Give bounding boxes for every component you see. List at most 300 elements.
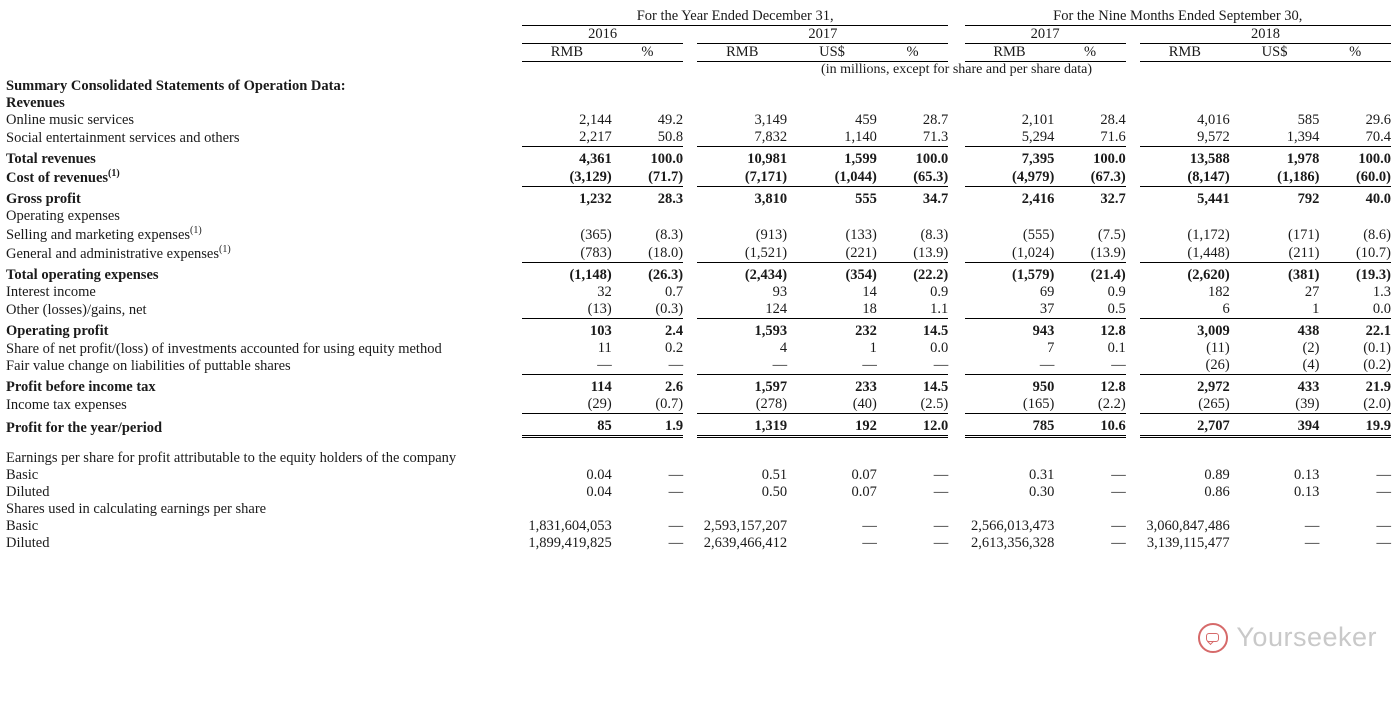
table-cell: 1 xyxy=(869,340,877,357)
row-label: Basic xyxy=(6,518,39,535)
cell-gap xyxy=(508,484,522,501)
financial-table xyxy=(6,8,1391,552)
table-row xyxy=(6,112,1391,129)
cell-gap xyxy=(1126,450,1140,467)
table-cell: (278) xyxy=(755,396,788,413)
table-cell: 0.86 xyxy=(1204,484,1230,501)
cell-gap xyxy=(1126,95,1140,112)
table-cell: (7,171) xyxy=(744,169,788,186)
row-label: Gross profit xyxy=(6,191,81,208)
table-row xyxy=(6,151,1391,168)
table-cell xyxy=(612,95,683,112)
table-cell: 28.3 xyxy=(657,191,684,208)
table-cell: (0.3) xyxy=(655,301,684,318)
table-cell: 0.9 xyxy=(930,284,949,301)
table-cell: 1,978 xyxy=(1286,151,1320,167)
row-label: Basic xyxy=(6,467,39,484)
cell-gap xyxy=(508,95,522,112)
table-cell: 0.30 xyxy=(1028,484,1055,501)
spacer-row xyxy=(6,442,1391,450)
cell-gap xyxy=(508,225,522,244)
table-cell: 459 xyxy=(855,112,877,128)
table-cell: 3,810 xyxy=(754,191,788,208)
table-cell: — xyxy=(668,357,684,374)
row-label: General and administrative expenses$^{(1)}$ xyxy=(6,244,231,262)
table-cell: 37 xyxy=(1039,301,1055,318)
table-cell: (0.1) xyxy=(1363,340,1391,357)
table-cell: (3,129) xyxy=(569,169,612,186)
table-cell: 0.1 xyxy=(1107,340,1126,357)
table-cell: 3,009 xyxy=(1197,323,1230,340)
cell-gap xyxy=(683,340,697,357)
cell-gap xyxy=(1126,191,1140,208)
table-cell: 4 xyxy=(779,340,788,357)
table-cell xyxy=(787,208,877,225)
table-cell: 12.8 xyxy=(1100,379,1126,396)
table-cell: (40) xyxy=(852,396,877,413)
cell-gap xyxy=(683,518,697,535)
table-cell: 14.5 xyxy=(922,379,949,396)
table-cell: (2,620) xyxy=(1187,267,1230,284)
header-year-2017-annual: 2017 xyxy=(697,26,948,44)
cell-gap xyxy=(948,267,964,284)
table-cell: (4,979) xyxy=(1012,169,1055,186)
wechat-icon xyxy=(1198,623,1228,653)
table-cell: — xyxy=(1111,357,1126,374)
table-cell: (1,172) xyxy=(1187,227,1230,244)
cell-empty xyxy=(612,78,683,95)
table-cell: — xyxy=(862,518,877,535)
table-cell: (2.2) xyxy=(1097,396,1126,413)
table-cell: (10.7) xyxy=(1355,245,1391,262)
table-cell: 1,597 xyxy=(754,379,788,396)
table-cell: 1.3 xyxy=(1372,284,1391,301)
table-cell: 49.2 xyxy=(657,112,684,128)
cell-empty xyxy=(1126,78,1140,95)
cell-empty xyxy=(1140,78,1230,95)
table-cell: 12.8 xyxy=(1100,323,1126,340)
header-spacer xyxy=(683,44,697,62)
table-cell: 0.0 xyxy=(1372,301,1391,318)
cell-gap xyxy=(508,518,522,535)
table-cell: 2,217 xyxy=(579,129,612,145)
table-row xyxy=(6,518,1391,535)
cell-gap xyxy=(1126,501,1140,518)
table-cell: 1 xyxy=(1312,301,1320,318)
table-cell: (265) xyxy=(1198,396,1230,413)
table-cell xyxy=(1054,450,1125,467)
table-cell: 100.0 xyxy=(1358,151,1391,167)
table-cell: 2,613,356,328 xyxy=(970,535,1055,552)
row-label: Profit before income tax xyxy=(6,379,156,396)
cell-gap xyxy=(683,208,697,225)
cell-gap xyxy=(1126,357,1140,375)
cell-gap xyxy=(948,501,964,518)
table-row xyxy=(6,467,1391,484)
table-cell: — xyxy=(668,484,684,501)
header-spacer xyxy=(948,44,964,62)
table-cell: 10.6 xyxy=(1100,418,1126,435)
row-label: Online music services xyxy=(6,112,135,128)
cell-gap xyxy=(1126,379,1140,396)
table-cell: 3,149 xyxy=(754,112,788,128)
table-cell: (65.3) xyxy=(913,169,949,186)
table-cell: — xyxy=(862,535,877,552)
table-cell xyxy=(965,208,1055,225)
table-cell: 182 xyxy=(1207,284,1230,301)
table-cell xyxy=(877,208,948,225)
table-cell: (211) xyxy=(1288,245,1320,262)
table-cell: 1,319 xyxy=(754,418,788,435)
table-row xyxy=(6,357,1391,375)
cell-gap xyxy=(948,535,964,552)
table-cell: 0.5 xyxy=(1107,301,1126,318)
cell-gap xyxy=(508,151,522,168)
table-row xyxy=(6,225,1391,244)
header-group-left: For the Year Ended December 31, xyxy=(522,8,948,26)
cell-gap xyxy=(1126,284,1140,301)
table-cell: — xyxy=(1111,535,1126,552)
table-cell: 69 xyxy=(1039,284,1055,301)
cell-gap xyxy=(1126,129,1140,147)
table-cell: 12.0 xyxy=(922,418,949,435)
cell-gap xyxy=(508,168,522,187)
cell-gap xyxy=(508,191,522,208)
table-cell: 114 xyxy=(590,379,612,396)
table-cell: 433 xyxy=(1297,379,1320,396)
header-spacer xyxy=(1126,26,1140,44)
cell-gap xyxy=(683,151,697,168)
cell-gap xyxy=(508,323,522,340)
table-cell xyxy=(1140,501,1230,518)
table-cell: (4) xyxy=(1302,357,1320,374)
cell-gap xyxy=(1126,208,1140,225)
table-cell: — xyxy=(933,484,949,501)
table-cell: (171) xyxy=(1288,227,1320,244)
table-cell: 28.7 xyxy=(922,112,949,128)
table-cell xyxy=(1230,95,1320,112)
cell-gap xyxy=(508,112,522,129)
cell-gap xyxy=(948,151,964,168)
table-cell: 0.04 xyxy=(586,484,612,501)
table-cell: (60.0) xyxy=(1355,169,1391,186)
header-currency-5: RMB xyxy=(965,44,1055,62)
row-label: Other (losses)/gains, net xyxy=(6,301,147,318)
cell-gap xyxy=(948,168,964,187)
cell-gap xyxy=(683,284,697,301)
table-cell: (8.3) xyxy=(655,227,684,244)
table-cell: 28.4 xyxy=(1100,112,1126,128)
header-year-2018: 2018 xyxy=(1140,26,1391,44)
table-cell: — xyxy=(1376,518,1391,535)
cell-gap xyxy=(508,467,522,484)
watermark xyxy=(1198,622,1377,653)
table-cell xyxy=(1230,501,1320,518)
table-cell: — xyxy=(933,535,949,552)
cell-gap xyxy=(948,191,964,208)
cell-gap xyxy=(683,95,697,112)
table-cell: 5,441 xyxy=(1197,191,1230,208)
table-cell: 70.4 xyxy=(1365,129,1391,145)
table-cell: 0.0 xyxy=(930,340,949,357)
cell-gap xyxy=(948,301,964,319)
table-cell: (71.7) xyxy=(648,169,684,186)
table-cell xyxy=(612,450,683,467)
table-cell: 13,588 xyxy=(1189,151,1230,167)
table-cell: 2,639,466,412 xyxy=(703,535,788,552)
header-currency-2: RMB xyxy=(697,44,787,62)
row-label: Total operating expenses xyxy=(6,267,159,284)
row-label: Earnings per share for profit attributable to the equity holders of the company xyxy=(6,450,457,467)
table-cell: (0.2) xyxy=(1363,357,1391,374)
table-cell: 32.7 xyxy=(1100,191,1126,208)
table-cell: 1,599 xyxy=(844,151,877,167)
table-cell: 11 xyxy=(597,340,612,357)
cell-gap xyxy=(948,284,964,301)
row-label: Operating expenses xyxy=(6,208,120,225)
cell-gap xyxy=(948,112,964,129)
document-page xyxy=(0,8,1399,705)
table-cell: (19.3) xyxy=(1355,267,1391,284)
table-cell: (2,434) xyxy=(744,267,788,284)
table-cell: 2,707 xyxy=(1197,418,1230,435)
table-cell: (365) xyxy=(580,227,612,244)
table-cell: 7,395 xyxy=(1021,151,1055,167)
row-label: Total revenues xyxy=(6,151,96,167)
header-spacer xyxy=(683,26,697,44)
table-cell xyxy=(787,450,877,467)
table-cell xyxy=(965,501,1055,518)
table-cell: (354) xyxy=(845,267,877,284)
table-cell: 27 xyxy=(1304,284,1320,301)
table-cell xyxy=(1054,208,1125,225)
cell-gap xyxy=(683,379,697,396)
cell-gap xyxy=(948,225,964,244)
table-cell: 93 xyxy=(772,284,788,301)
cell-gap xyxy=(1126,112,1140,129)
table-cell: 5,294 xyxy=(1021,129,1055,145)
table-cell: 585 xyxy=(1297,112,1320,128)
table-cell: 4,016 xyxy=(1197,112,1230,128)
table-cell: — xyxy=(772,357,788,374)
table-cell: 555 xyxy=(855,191,877,208)
table-row xyxy=(6,95,1391,112)
table-cell: (22.2) xyxy=(913,267,949,284)
header-spacer xyxy=(948,26,964,44)
table-cell xyxy=(1140,208,1230,225)
cell-gap xyxy=(683,535,697,552)
cell-gap xyxy=(508,418,522,437)
table-cell: 14 xyxy=(862,284,877,301)
table-cell: (7.5) xyxy=(1097,227,1126,244)
cell-gap xyxy=(683,112,697,129)
table-cell xyxy=(697,450,787,467)
table-cell: 50.8 xyxy=(657,129,684,145)
table-cell: — xyxy=(1039,357,1055,374)
table-cell: 438 xyxy=(1297,323,1320,340)
table-cell: (13) xyxy=(587,301,612,318)
table-cell xyxy=(697,208,787,225)
table-cell: — xyxy=(1111,467,1126,484)
cell-gap xyxy=(508,208,522,225)
table-cell: (26) xyxy=(1205,357,1230,374)
table-cell: (11) xyxy=(1206,340,1230,357)
table-cell: — xyxy=(1111,484,1126,501)
table-cell: (1,186) xyxy=(1277,169,1320,186)
table-cell: 34.7 xyxy=(922,191,949,208)
header-currency-7: RMB xyxy=(1140,44,1230,62)
table-cell: 950 xyxy=(1032,379,1055,396)
table-cell xyxy=(697,501,787,518)
table-cell xyxy=(877,450,948,467)
cell-gap xyxy=(1126,396,1140,414)
table-cell: — xyxy=(933,467,949,484)
table-cell: — xyxy=(933,357,949,374)
cell-gap xyxy=(948,323,964,340)
cell-gap xyxy=(508,450,522,467)
table-cell: 1,593 xyxy=(754,323,788,340)
cell-gap xyxy=(683,418,697,437)
cell-empty xyxy=(508,78,522,95)
table-row xyxy=(6,244,1391,263)
row-label: Shares used in calculating earnings per share xyxy=(6,501,267,518)
table-cell xyxy=(1319,450,1391,467)
table-cell xyxy=(522,95,612,112)
cell-gap xyxy=(683,301,697,319)
row-label: Diluted xyxy=(6,484,50,501)
cell-empty xyxy=(697,78,787,95)
header-spacer xyxy=(6,8,508,26)
table-cell: — xyxy=(1376,467,1391,484)
table-cell: (2.0) xyxy=(1363,396,1391,413)
cell-gap xyxy=(683,484,697,501)
table-cell: 10,981 xyxy=(747,151,788,167)
row-label: Share of net profit/(loss) of investments accounted for using equity method xyxy=(6,340,442,357)
table-cell: 22.1 xyxy=(1365,323,1391,340)
table-cell xyxy=(1140,450,1230,467)
cell-gap xyxy=(948,418,964,437)
table-cell: 18 xyxy=(862,301,877,318)
header-units-row xyxy=(6,62,1391,79)
table-cell: 1.1 xyxy=(930,301,949,318)
cell-gap xyxy=(1126,518,1140,535)
header-year-2016: 2016 xyxy=(522,26,683,44)
header-currency-3: US$ xyxy=(787,44,877,62)
table-cell xyxy=(1230,208,1320,225)
header-spacer xyxy=(6,44,508,62)
table-row xyxy=(6,168,1391,187)
header-currency-8: US$ xyxy=(1230,44,1320,62)
table-cell: 71.3 xyxy=(922,129,949,145)
header-units-note: (in millions, except for share and per share data) xyxy=(821,62,1092,77)
cell-gap xyxy=(1126,151,1140,168)
table-row xyxy=(6,284,1391,301)
cell-gap xyxy=(1126,535,1140,552)
row-label: Income tax expenses xyxy=(6,396,127,413)
table-cell: (2) xyxy=(1302,340,1320,357)
cell-gap xyxy=(1126,484,1140,501)
table-cell: 0.04 xyxy=(586,467,612,484)
header-spacer xyxy=(508,8,522,26)
header-currency-6: % xyxy=(1054,44,1125,62)
header-year-2017-interim: 2017 xyxy=(965,26,1126,44)
row-label: Social entertainment services and others xyxy=(6,129,240,146)
cell-gap xyxy=(948,450,964,467)
cell-gap xyxy=(948,396,964,414)
footnote-marker: (1) xyxy=(219,244,231,256)
table-cell xyxy=(1230,450,1320,467)
table-cell: — xyxy=(668,518,684,535)
cell-gap xyxy=(948,95,964,112)
footnote-marker: (1) xyxy=(108,168,120,179)
table-row xyxy=(6,129,1391,147)
cell-gap xyxy=(948,340,964,357)
header-currency-0: RMB xyxy=(522,44,612,62)
cell-gap xyxy=(508,129,522,147)
cell-gap xyxy=(508,301,522,319)
table-cell: (29) xyxy=(587,396,612,413)
header-spacer xyxy=(948,8,964,26)
cell-gap xyxy=(508,357,522,375)
cell-empty xyxy=(1054,78,1125,95)
table-cell: (555) xyxy=(1022,227,1055,244)
table-cell xyxy=(787,95,877,112)
table-cell: 2,593,157,207 xyxy=(703,518,788,535)
cell-gap xyxy=(683,225,697,244)
table-cell: 1.9 xyxy=(665,418,684,435)
cell-gap xyxy=(508,379,522,396)
table-cell xyxy=(1054,501,1125,518)
table-cell: — xyxy=(1111,518,1126,535)
table-cell: 6 xyxy=(1222,301,1230,318)
cell-gap xyxy=(683,191,697,208)
table-cell: (783) xyxy=(580,245,612,262)
table-cell: 0.13 xyxy=(1294,484,1320,501)
table-cell: 232 xyxy=(855,323,877,340)
table-cell: 85 xyxy=(597,418,612,435)
watermark-text: Yourseeker xyxy=(1236,622,1377,652)
table-cell: 0.89 xyxy=(1204,467,1230,484)
table-cell: (1,148) xyxy=(569,267,612,284)
table-cell xyxy=(522,450,612,467)
table-cell: (1,044) xyxy=(834,169,877,186)
cell-gap xyxy=(683,450,697,467)
table-cell: (1,024) xyxy=(1012,245,1055,262)
cell-gap xyxy=(1126,301,1140,319)
header-group-row xyxy=(6,8,1391,26)
row-label: Diluted xyxy=(6,535,50,552)
table-cell: 1,232 xyxy=(579,191,612,208)
cell-gap xyxy=(948,357,964,375)
cell-gap xyxy=(948,467,964,484)
table-cell: (133) xyxy=(845,227,877,244)
row-label: Cost of revenues$^{(1)}$ xyxy=(6,168,120,186)
table-cell: 943 xyxy=(1032,323,1055,340)
row-label: Operating profit xyxy=(6,323,109,340)
header-group-right: For the Nine Months Ended September 30, xyxy=(965,8,1391,26)
table-cell xyxy=(965,95,1055,112)
table-cell: 0.7 xyxy=(665,284,684,301)
table-cell: 1,140 xyxy=(844,129,877,145)
table-cell xyxy=(612,501,683,518)
table-cell xyxy=(522,501,612,518)
table-cell: 0.07 xyxy=(851,467,877,484)
table-cell: 1,899,419,825 xyxy=(528,535,612,552)
table-row xyxy=(6,208,1391,225)
table-cell: 103 xyxy=(590,323,612,340)
table-cell: (2.5) xyxy=(920,396,949,413)
cell-gap xyxy=(683,129,697,147)
